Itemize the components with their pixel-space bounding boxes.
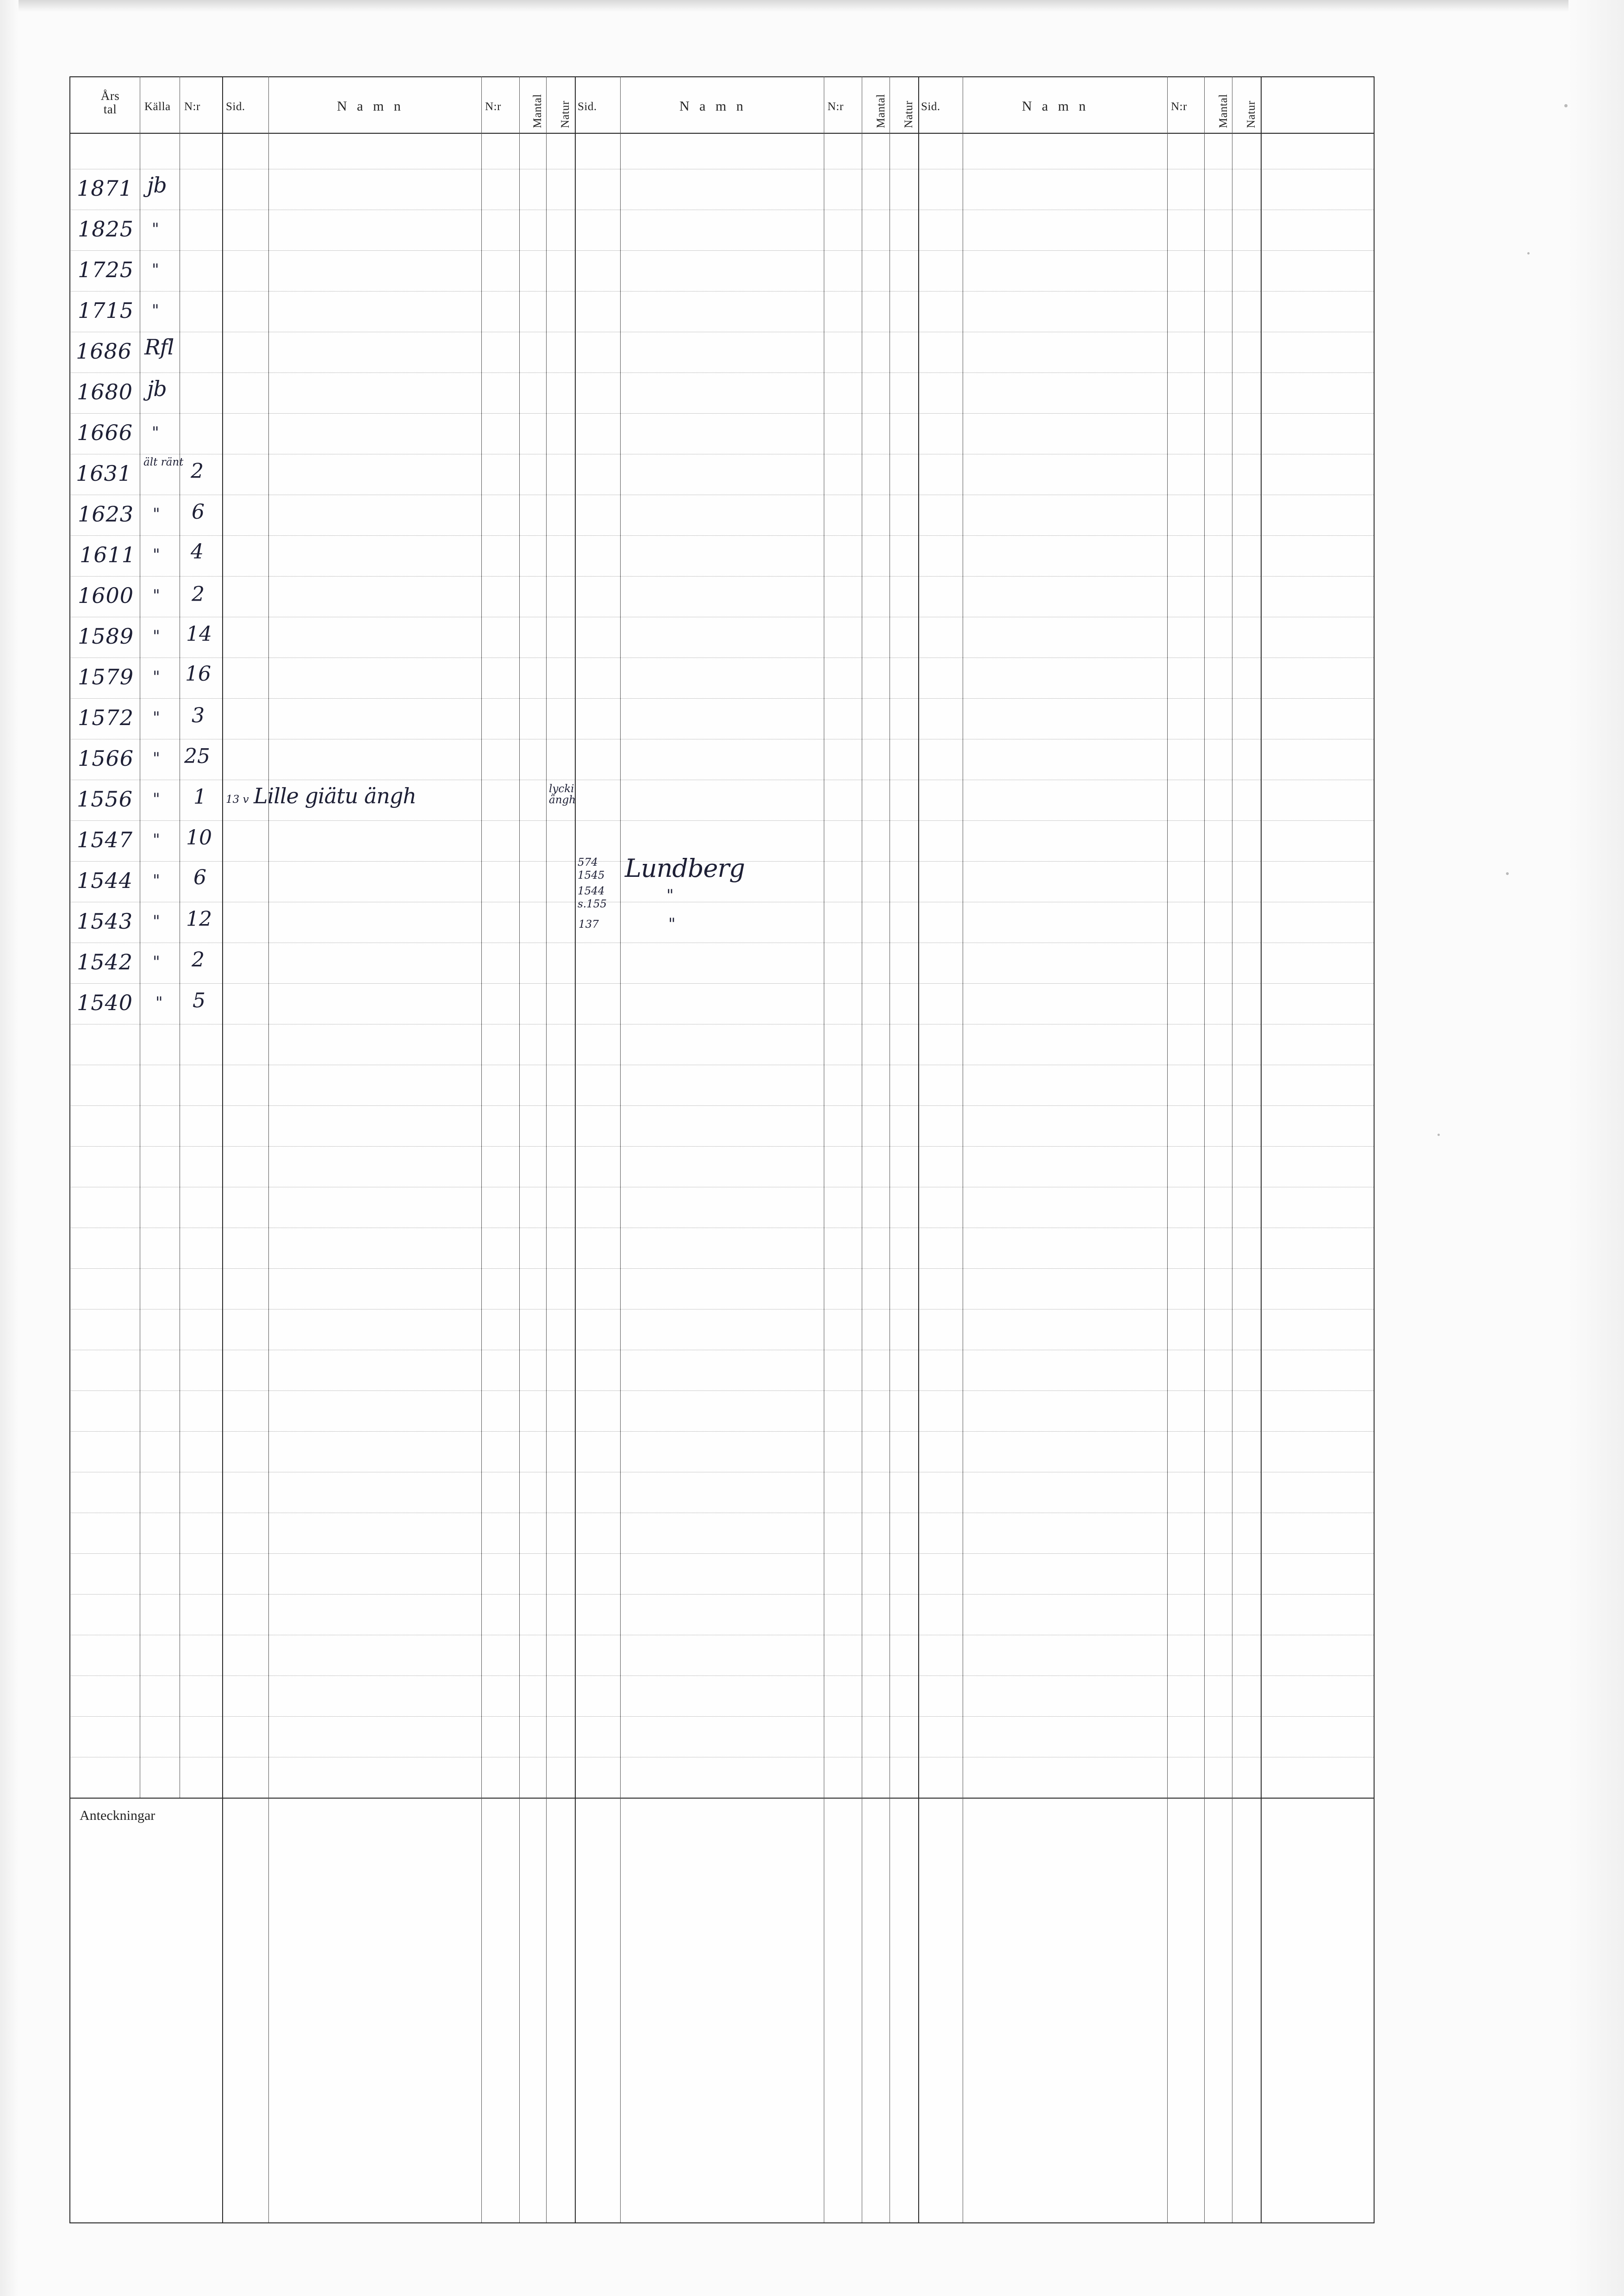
- header-g2-mantal: Mantal: [875, 94, 887, 128]
- row-year: 1543: [77, 909, 133, 934]
- row-kalla: ": [153, 546, 160, 564]
- row-rule: [69, 1553, 1375, 1554]
- row-year: 1680: [77, 379, 133, 404]
- row-rule: [69, 413, 1375, 414]
- grid-col-namn1-right: [481, 76, 482, 2222]
- row-kalla: ": [153, 749, 160, 768]
- table-grid: [69, 76, 1375, 2223]
- row-year: 1589: [78, 624, 134, 649]
- grid-col-nr1-right: [222, 76, 223, 2222]
- header-g2-namn: N a m n: [679, 99, 747, 114]
- register-form-sheet: [69, 76, 1375, 2223]
- row-year: 1540: [77, 990, 133, 1015]
- row-rule: [69, 1146, 1375, 1147]
- row-kalla: jb: [147, 173, 167, 198]
- row-kalla: ": [153, 505, 160, 523]
- row-nr: 2: [191, 459, 204, 483]
- header-g3-natur: Natur: [1245, 100, 1257, 128]
- row-rule: [69, 1431, 1375, 1432]
- grid-col-right-frame: [1374, 76, 1375, 2223]
- row-rule: [69, 1716, 1375, 1717]
- header-g2-sid: Sid.: [578, 100, 597, 113]
- grid-col-mantal1-right: [546, 76, 547, 2222]
- scan-speck: [1564, 104, 1568, 107]
- row-rule: [69, 291, 1375, 292]
- header-arstal-line1: Års: [100, 89, 120, 103]
- row-rule: [69, 250, 1375, 251]
- row-kalla: ": [153, 912, 160, 931]
- row-year: 1871: [77, 176, 133, 201]
- row-nr: 6: [193, 866, 206, 889]
- row-rule: [69, 1675, 1375, 1676]
- row-kalla: ": [153, 668, 160, 686]
- row-year: 1715: [78, 298, 134, 323]
- row-nr: 16: [185, 662, 211, 686]
- header-g1-sid: Sid.: [226, 100, 245, 113]
- grid-col-natur3-right: [1261, 76, 1262, 2222]
- scan-top-edge: [0, 0, 1624, 12]
- row-nr: 3: [192, 704, 205, 727]
- grid-col-namn3-right: [1167, 76, 1168, 2222]
- row-rule: [69, 576, 1375, 577]
- header-g2-natur: Natur: [902, 100, 915, 128]
- row-natur-note: lycki ängh: [549, 783, 576, 807]
- scan-right-edge: [1568, 0, 1624, 2296]
- row-kalla: Rfl: [144, 335, 174, 360]
- grid-col-sid1-right: [268, 76, 269, 2222]
- row-rule: [69, 1390, 1375, 1391]
- row-nr: 25: [184, 745, 210, 768]
- annotation-sid-stack-2: 1545: [578, 869, 605, 881]
- row-kalla: ": [153, 871, 160, 890]
- row-rule: [69, 1105, 1375, 1106]
- annotation-group2-ditto-2: ": [668, 915, 676, 933]
- header-g2-nr2: N:r: [828, 100, 844, 113]
- grid-line-notes-top: [69, 1798, 1375, 1799]
- header-g3-sid: Sid.: [921, 100, 940, 113]
- grid-line-top: [69, 76, 1375, 77]
- row-nr: 2: [192, 583, 205, 606]
- annotation-sid-stack-4: s.155: [578, 898, 607, 910]
- row-rule: [69, 1594, 1375, 1595]
- row-kalla: ": [153, 790, 160, 808]
- row-nr: 6: [192, 500, 205, 524]
- header-g1-namn: N a m n: [337, 99, 404, 114]
- row-rule: [69, 535, 1375, 536]
- row-sid: 13 v: [226, 794, 249, 806]
- header-g3-mantal: Mantal: [1217, 94, 1230, 128]
- row-kalla: ": [152, 220, 159, 238]
- row-year: 1623: [78, 502, 134, 527]
- row-kalla: ": [152, 423, 159, 442]
- header-arstal: [88, 89, 132, 116]
- row-year: 1566: [78, 746, 134, 771]
- row-year: 1825: [78, 217, 134, 242]
- row-nr: 5: [193, 989, 205, 1012]
- grid-col-natur2-right: [918, 76, 919, 2222]
- grid-col-sid2-right: [620, 76, 621, 2222]
- header-arstal-line2: tal: [103, 102, 117, 117]
- notes-label: Anteckningar: [80, 1808, 156, 1823]
- row-kalla: ": [152, 261, 159, 279]
- header-g1-nr2: N:r: [485, 100, 501, 113]
- row-kalla: ": [153, 831, 160, 849]
- row-kalla: ": [153, 953, 160, 971]
- header-g1-natur: Natur: [559, 100, 572, 128]
- scan-left-edge: [0, 0, 19, 2296]
- row-year: 1544: [77, 868, 133, 893]
- row-kalla: ": [153, 627, 160, 645]
- row-kalla: ": [152, 301, 159, 320]
- row-year: 1542: [77, 949, 133, 974]
- row-year: 1631: [76, 461, 132, 486]
- row-year: 1572: [78, 705, 134, 730]
- scan-speck: [1527, 252, 1530, 254]
- scan-speck: [1506, 872, 1509, 875]
- annotation-sid-stack-1: 574: [578, 856, 598, 869]
- grid-col-natur1-right: [575, 76, 576, 2222]
- row-year: 1666: [77, 420, 133, 445]
- annotation-group2-ditto-1: ": [666, 886, 674, 905]
- annotation-sid-stack-3: 1544: [578, 885, 605, 897]
- grid-col-nr1b-right: [519, 76, 520, 2222]
- row-year: 1547: [77, 827, 133, 852]
- header-g3-namn: N a m n: [1022, 99, 1089, 114]
- row-year: 1725: [78, 257, 134, 282]
- header-kalla: Källa: [144, 100, 171, 113]
- row-year: 1611: [80, 542, 136, 567]
- grid-line-bottom: [69, 2222, 1375, 2223]
- row-kalla: ": [153, 708, 160, 727]
- row-nr: 12: [186, 907, 212, 931]
- row-rule: [69, 820, 1375, 821]
- row-year: 1579: [78, 664, 134, 689]
- row-kalla: ält ränt: [143, 456, 184, 468]
- row-nr: 4: [191, 540, 204, 564]
- row-nr: 2: [192, 948, 205, 972]
- grid-line-header-bottom: [69, 133, 1375, 134]
- scan-speck: [1437, 1134, 1440, 1136]
- row-nr: 10: [186, 826, 212, 850]
- annotation-group2-name: Lundberg: [625, 854, 745, 883]
- row-nr: 1: [193, 785, 206, 809]
- grid-col-nr3b-right: [1204, 76, 1205, 2222]
- row-kalla: ": [153, 586, 160, 605]
- row-rule: [69, 983, 1375, 984]
- row-rule: [69, 1268, 1375, 1269]
- row-year: 1686: [76, 339, 132, 364]
- header-g3-nr2: N:r: [1171, 100, 1187, 113]
- row-nr: 14: [186, 622, 212, 646]
- row-kalla: jb: [147, 376, 167, 401]
- row-rule: [69, 698, 1375, 699]
- row-year: 1600: [78, 583, 134, 608]
- grid-col-left-frame: [69, 76, 70, 2223]
- header-g1-nr: N:r: [184, 100, 200, 113]
- annotation-sid-stack-5: 137: [579, 918, 599, 931]
- row-year: 1556: [77, 787, 133, 812]
- header-g1-mantal: Mantal: [531, 94, 544, 128]
- row-kalla: ": [156, 993, 163, 1012]
- row-namn: Lille giätu ängh: [254, 783, 416, 808]
- row-rule: [69, 372, 1375, 373]
